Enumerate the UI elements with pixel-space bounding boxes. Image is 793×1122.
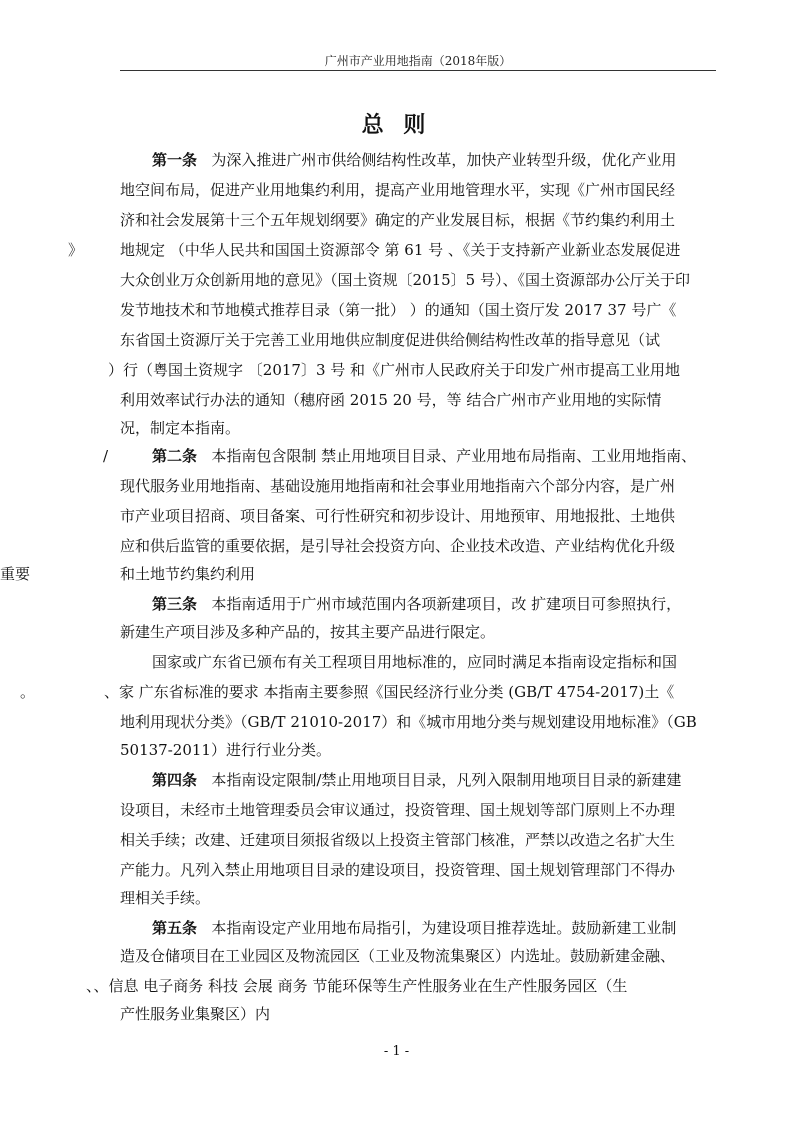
article-4-line: 设项目，未经市土地管理委员会审议通过，投资管理、国土规划等部门原则上不办理 <box>120 801 676 819</box>
article-1-first-line <box>152 150 676 170</box>
article-1-line: ）行（粤国土资规字 〔2017〕3 号 和《广州市人民政府关于印发广州市提高工业用地 <box>108 361 681 379</box>
article-4-label: 第四条 <box>152 771 198 789</box>
article-2-line: 和土地节约集约利用 <box>120 565 256 583</box>
article-5-first-line <box>152 918 676 938</box>
article-4-text: 本指南设定限制/禁止用地项目目录，凡列入限制用地项目目录的新建建 <box>211 771 682 789</box>
article-1-text: 为深入推进广州市供给侧结构性改革，加快产业转型升级，优化产业用 <box>211 151 677 169</box>
article-5-label: 第五条 <box>152 919 198 937</box>
article-1-line: 大众创业万众创新用地的意见》（国土资规〔2015〕5 号）、《国土资源部办公厅关于印 <box>120 271 690 289</box>
article-4-line: 相关手续；改建、迁建项目须报省级以上投资主管部门核准，严禁以改造之名扩大生 <box>120 831 676 849</box>
article-5-text: 本指南设定产业用地布局指引，为建设项目推荐选址。鼓励新建工业制 <box>211 919 677 937</box>
article-1-line: 况，制定本指南。 <box>120 419 241 437</box>
article-5-line: 造及仓储项目在工业园区及物流园区（工业及物流集聚区）内选址。鼓励新建金融、 <box>120 947 676 965</box>
article-2-text: 本指南包含限制 禁止用地项目目录、产业用地布局指南、工业用地指南、 <box>211 447 697 465</box>
article-3-text: 本指南适用于广州市域范围内各项新建项目，改 扩建项目可参照执行， <box>211 595 682 613</box>
article-1-line: 济和社会发展第十三个五年规划纲要》确定的产业发展目标，根据《节约集约利用土 <box>120 211 676 229</box>
running-header: 广州市产业用地指南（2018年版） <box>324 54 512 68</box>
article-2-line: 市产业项目招商、项目备案、可行性研究和初步设计、用地预审、用地报批、土地供 <box>120 507 676 525</box>
article-1-line: 发节地技术和节地模式推荐目录（第一批） ）的通知（国土资厅发 2017 37 号广《 <box>120 301 677 319</box>
article-2-first-line <box>152 446 696 466</box>
article-3-label: 第三条 <box>152 595 198 613</box>
article-3-line: 、家 广东省标准的要求 本指南主要参照《国民经济行业分类 (GB/T 4754-2017)土《 <box>104 683 675 701</box>
article-4-line: 理相关手续。 <box>120 889 211 907</box>
article-2-label: 第二条 <box>152 447 198 465</box>
margin-mark: 重要 <box>0 565 31 583</box>
article-3-first-line <box>152 594 681 614</box>
article-1-line: 地规定 （中华人民共和国国土资源部令 第 61 号 、《关于支持新产业新业态发展促进 <box>120 241 681 259</box>
article-1-label: 第一条 <box>152 151 198 169</box>
article-5-line: 产性服务业集聚区）内 <box>120 1005 271 1023</box>
margin-mark: 》 <box>68 241 84 259</box>
article-4-line: 产能力。凡列入禁止用地项目目录的建设项目，投资管理、国土规划管理部门不得办 <box>120 861 676 879</box>
margin-mark: 。 <box>20 683 36 701</box>
page-number: - 1 - <box>383 1044 410 1059</box>
header-rule <box>120 70 716 71</box>
article-3-line: 50137-2011）进行行业分类。 <box>120 741 331 759</box>
page-title: 总 则 <box>361 112 432 138</box>
article-3-line: 新建生产项目涉及多种产品的，按其主要产品进行限定。 <box>120 623 496 641</box>
article-3-line: 国家或广东省已颁布有关工程项目用地标准的，应同时满足本指南设定指标和国 <box>152 653 678 671</box>
article-1-line: 东省国土资源厅关于完善工业用地供应制度促进供给侧结构性改革的指导意见（试 <box>120 331 661 349</box>
margin-mark: / <box>103 447 109 465</box>
article-1-line: 利用效率试行办法的通知（穗府函 2015 20 号，等 结合广州市产业用地的实际情 <box>120 391 662 409</box>
article-1-line: 地空间布局，促进产业用地集约利用，提高产业用地管理水平，实现《广州市国民经 <box>120 181 676 199</box>
article-2-line: 现代服务业用地指南、基础设施用地指南和社会事业用地指南六个部分内容，是广州 <box>120 477 676 495</box>
article-3-line: 地利用现状分类》（GB/T 21010-2017）和《城市用地分类与规划建设用地标准》（GB <box>120 713 697 731</box>
article-2-line: 应和供后监管的重要依据，是引导社会投资方向、企业技术改造、产业结构优化升级 <box>120 537 676 555</box>
article-4-first-line <box>152 770 681 790</box>
article-5-line: 、、信息 电子商务 科技 会展 商务 节能环保等生产性服务业在生产性服务园区（生 <box>86 977 628 995</box>
